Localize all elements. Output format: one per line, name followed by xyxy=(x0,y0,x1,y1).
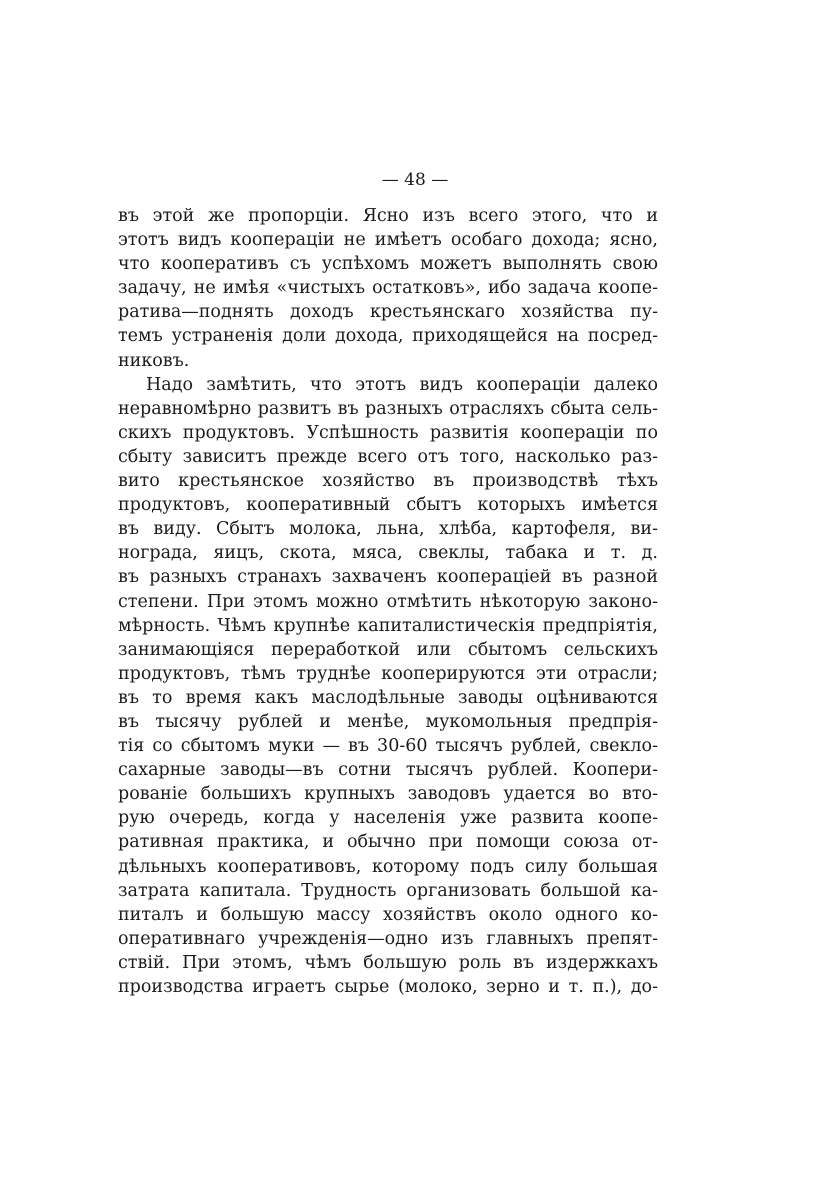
text-line: степени. При этомъ можно отмѣтить нѣкоторую законо- xyxy=(118,591,658,612)
text-line: вито крестьянское хозяйство въ производствѣ тѣхъ xyxy=(118,471,658,492)
text-line: въ виду. Сбытъ молока, льна, хлѣба, картофеля, ви- xyxy=(118,519,658,540)
text-line: что кооперативъ съ успѣхомъ можетъ выполнять свою xyxy=(118,254,658,275)
text-line: въ разныхъ странахъ захваченъ коопераціей въ разной xyxy=(118,567,658,588)
text-line: занимающіяся переработкой или сбытомъ сельскихъ xyxy=(118,639,658,660)
text-line: нограда, яицъ, скота, мяса, свеклы, табака и т. д. xyxy=(118,543,658,564)
text-line: затрата капитала. Трудность организовать большой ка- xyxy=(118,880,658,901)
text-line: этотъ видъ коопераціи не имѣетъ особаго дохода; ясно, xyxy=(118,230,658,251)
text-line: продуктовъ, тѣмъ труднѣе кооперируются эти отрасли; xyxy=(118,663,658,684)
text-line: тія со сбытомъ муки — въ 30-60 тысячъ рублей, свекло- xyxy=(118,736,658,757)
text-line: оперативнаго учрежденія—одно изъ главныхъ препят- xyxy=(118,928,658,949)
text-line: продуктовъ, кооперативный сбытъ которыхъ имѣется xyxy=(118,495,658,516)
text-line: производства играетъ сырье (молоко, зерно и т. п.), до- xyxy=(118,977,658,997)
text-line: ствій. При этомъ, чѣмъ большую роль въ издержкахъ xyxy=(118,952,658,973)
text-line: сбыту зависитъ прежде всего отъ того, насколько раз- xyxy=(118,446,658,467)
text-line: темъ устраненія доли дохода, приходящейся на посред- xyxy=(118,326,658,347)
text-line: въ тысячу рублей и менѣе, мукомольныя предпрія- xyxy=(118,711,658,732)
text-line: въ то время какъ маслодѣльные заводы оцѣниваются xyxy=(118,687,658,708)
text-line: рованіе большихъ крупныхъ заводовъ удается во вто- xyxy=(118,784,658,805)
page-number: — 48 — xyxy=(381,170,449,190)
text-line: неравномѣрно развитъ въ разныхъ отрасляхъ сбыта сель- xyxy=(118,398,658,419)
text-line: ративная практика, и обычно при помощи союза от- xyxy=(118,832,658,853)
text-line: сахарные заводы—въ сотни тысячъ рублей. Коопери- xyxy=(118,760,658,781)
text-line: никовъ. xyxy=(118,350,190,371)
paragraph-start-line: Надо замѣтить, что этотъ видъ коопераціи далеко xyxy=(146,374,658,395)
text-line: дѣльныхъ кооперативовъ, которому подъ силу большая xyxy=(118,856,658,877)
text-line: рую очередь, когда у населенія уже развита коопе- xyxy=(118,808,658,829)
body-text xyxy=(118,204,658,999)
text-line: мѣрность. Чѣмъ крупнѣе капиталистическія предпріятія, xyxy=(118,615,658,636)
text-line: питалъ и большую массу хозяйствъ около одного ко- xyxy=(118,904,658,925)
text-line: ратива—поднять доходъ крестьянскаго хозяйства пу- xyxy=(118,302,658,323)
text-line: скихъ продуктовъ. Успѣшность развитія коопераціи по xyxy=(118,422,658,443)
text-line: задачу, не имѣя «чистыхъ остатковъ», ибо задача коопе- xyxy=(118,278,658,299)
text-line: въ этой же пропорціи. Ясно изъ всего этого, что и xyxy=(118,206,658,226)
